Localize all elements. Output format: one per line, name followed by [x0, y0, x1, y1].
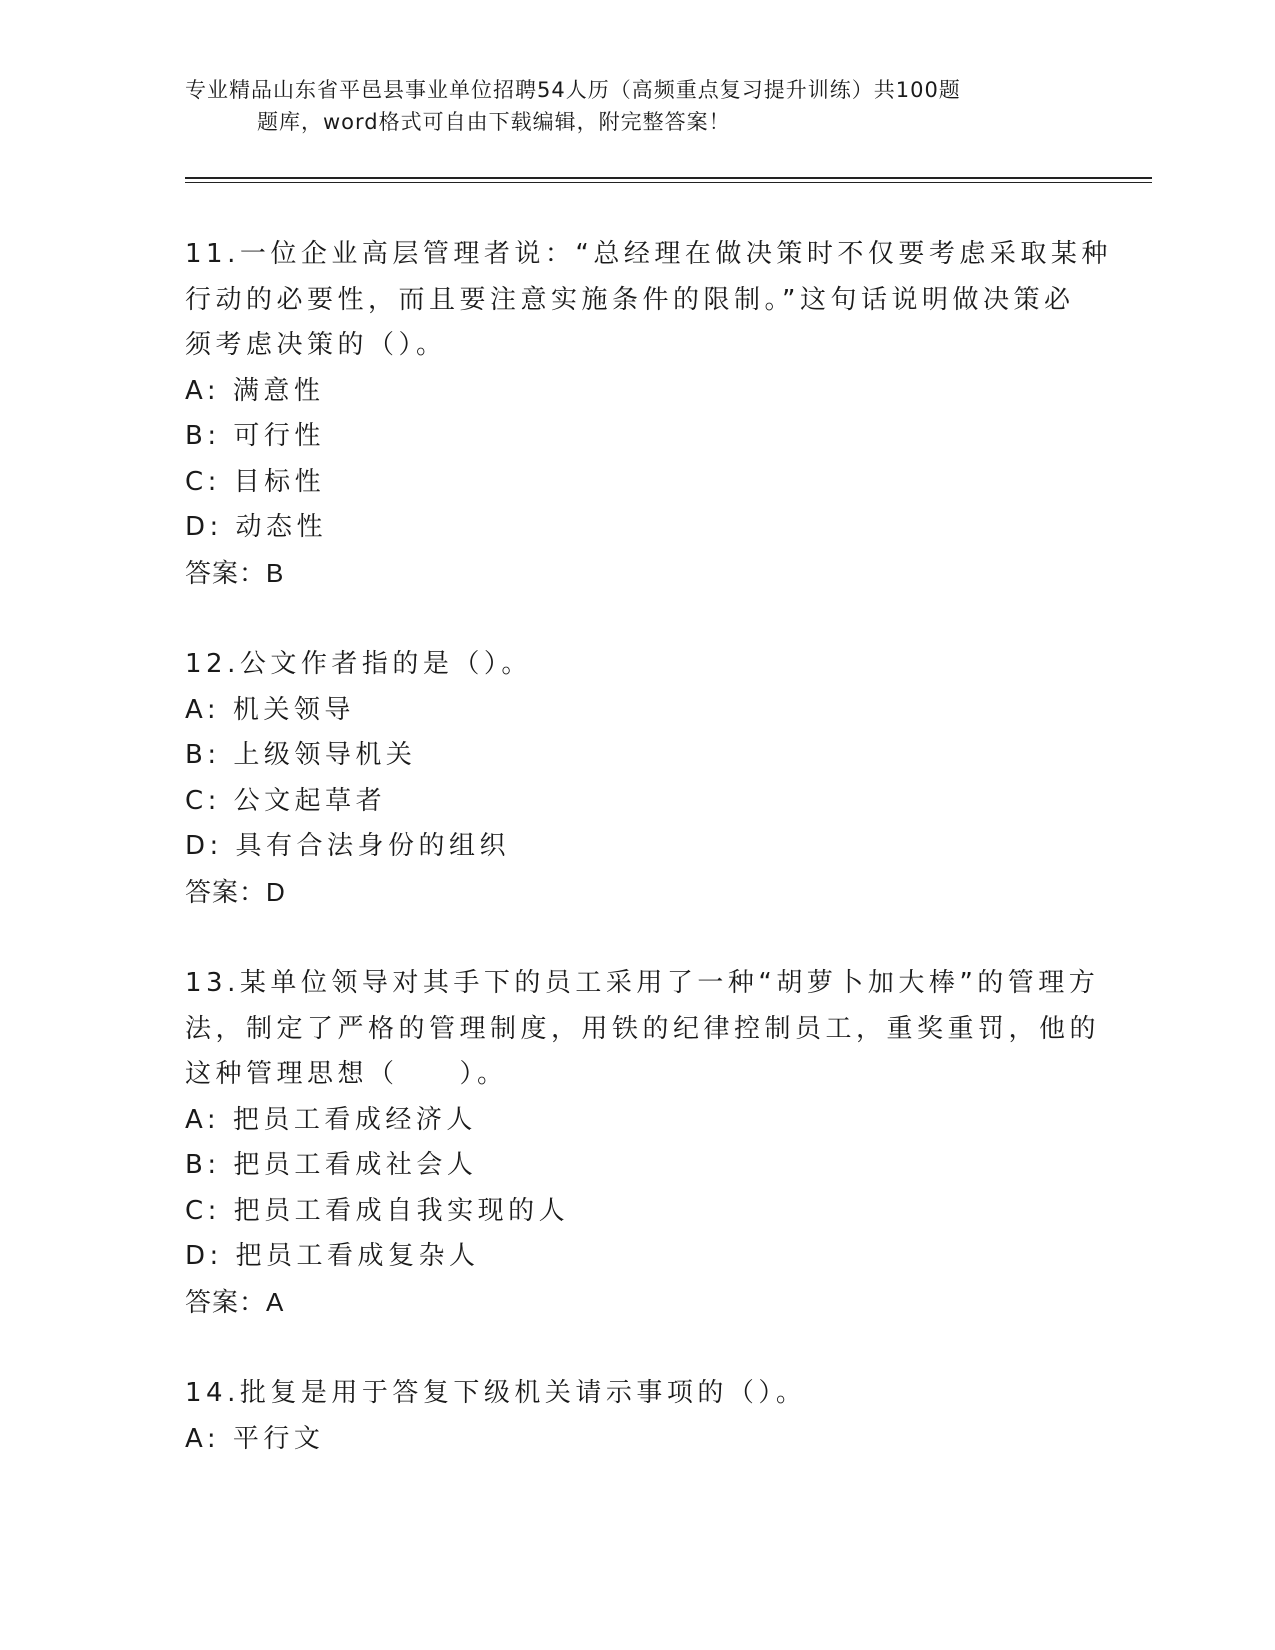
option-a: A: 平行文 — [185, 1423, 325, 1454]
question-stem-line: 12.公文作者指的是（）。 — [185, 649, 532, 679]
option-b: B: 上级领导机关 — [185, 740, 417, 770]
option-d: D: 具有合法身份的组织 — [185, 831, 511, 861]
option-c: C: 公文起草者 — [185, 785, 387, 816]
question-14 — [185, 1371, 1065, 1462]
answer-text: 答案：D — [185, 876, 286, 907]
option-a: A: 机关领导 — [185, 694, 355, 725]
header-title-line-1: 专业精品山东省平邑县事业单位招聘54人历（高频重点复习提升训练）共100题 — [185, 78, 961, 102]
option-a: A: 满意性 — [185, 375, 325, 406]
question-12 — [185, 642, 1065, 915]
answer-text: 答案：B — [185, 557, 285, 588]
option-d: D: 动态性 — [185, 512, 328, 542]
question-11 — [185, 232, 1112, 596]
option-c: C: 目标性 — [185, 466, 326, 497]
option-b: B: 把员工看成社会人 — [185, 1150, 478, 1180]
question-stem-line: 行动的必要性，而且要注意实施条件的限制。”这句话说明做决策必 — [185, 284, 1075, 315]
question-list — [185, 232, 1112, 1508]
question-stem-line: 这种管理思想（ ）。 — [185, 1059, 508, 1089]
question-stem-line: 须考虑决策的（）。 — [185, 330, 447, 360]
option-c: C: 把员工看成自我实现的人 — [185, 1195, 570, 1226]
question-stem-line: 14.批复是用于答复下级机关请示事项的（）。 — [185, 1378, 807, 1408]
option-a: A: 把员工看成经济人 — [185, 1104, 477, 1135]
option-d: D: 把员工看成复杂人 — [185, 1241, 480, 1271]
header-title-line-2: 题库，word格式可自由下载编辑，附完整答案！ — [257, 110, 731, 134]
question-stem-line: 13.某单位领导对其手下的员工采用了一种“胡萝卜加大棒”的管理方 — [185, 968, 1100, 998]
header-divider-thin — [185, 182, 1152, 183]
option-b: B: 可行性 — [185, 421, 325, 451]
question-stem-line: 11.一位企业高层管理者说：“总经理在做决策时不仅要考虑采取某种 — [185, 239, 1112, 269]
answer-text: 答案：A — [185, 1286, 285, 1317]
header-divider-thick — [185, 177, 1152, 179]
question-13 — [185, 961, 1101, 1325]
document-header — [185, 74, 1085, 138]
question-stem-line: 法，制定了严格的管理制度，用铁的纪律控制员工，重奖重罚，他的 — [185, 1013, 1101, 1044]
